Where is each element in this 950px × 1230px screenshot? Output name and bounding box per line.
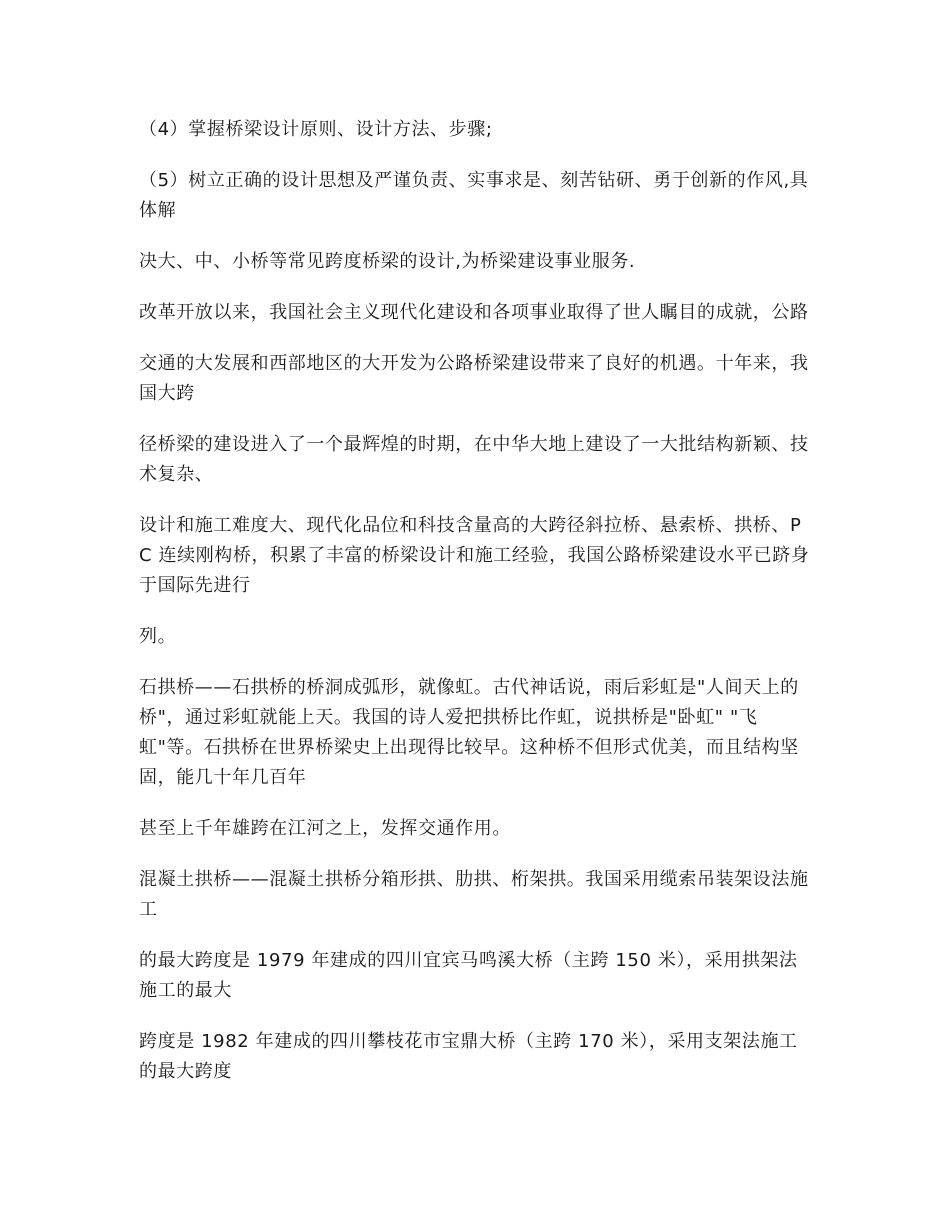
paragraph-10: 甚至上千年雄跨在江河之上，发挥交通作用。	[139, 818, 511, 839]
paragraph-6: 径桥梁的建设进入了一个最辉煌的时期，在中华大地上建设了一大批结构新颖、技术复杂、	[139, 434, 809, 485]
paragraph-8: 列。	[139, 626, 177, 647]
paragraph-7: 设计和施工难度大、现代化品位和科技含量高的大跨径斜拉桥、悬索桥、拱桥、PC 连续刚构桥，积累了丰富的桥梁设计和施工经验，我国公路桥梁建设水平已跻身于国际先进行	[139, 515, 810, 596]
paragraph-13: 跨度是 1982 年建成的四川攀枝花市宝鼎大桥（主跨 170 米），采用支架法施工的最大跨度	[139, 1031, 798, 1082]
paragraph-5: 交通的大发展和西部地区的大开发为公路桥梁建设带来了良好的机遇。十年来，我国大跨	[139, 353, 809, 404]
paragraph-3: 决大、中、小桥等常见跨度桥梁的设计,为桥梁建设事业服务.	[139, 251, 636, 272]
paragraph-2: （5）树立正确的设计思想及严谨负责、实事求是、刻苦钻研、勇于创新的作风,具体解	[139, 170, 809, 221]
document-body	[139, 115, 811, 1087]
paragraph-11: 混凝土拱桥——混凝土拱桥分箱形拱、肋拱、桁架拱。我国采用缆索吊装架设法施工	[139, 869, 809, 920]
paragraph-1: （4）掌握桥梁设计原则、设计方法、步骤;	[139, 119, 493, 140]
paragraph-9: 石拱桥——石拱桥的桥洞成弧形，就像虹。古代神话说，雨后彩虹是"人间天上的 桥"，通过彩虹就能上天。我国的诗人爱把拱桥比作虹，说拱桥是"卧虹" "飞虹"等。石拱桥在世界桥梁史上出现得比较早。这种桥不但形式优美，而且结构坚 固，能几十年几百年	[139, 677, 799, 788]
paragraph-4: 改革开放以来，我国社会主义现代化建设和各项事业取得了世人瞩目的成就，公路	[139, 302, 809, 323]
paragraph-12: 的最大跨度是 1979 年建成的四川宜宾马鸣溪大桥（主跨 150 米），采用拱架法施工的最大	[139, 950, 798, 1001]
